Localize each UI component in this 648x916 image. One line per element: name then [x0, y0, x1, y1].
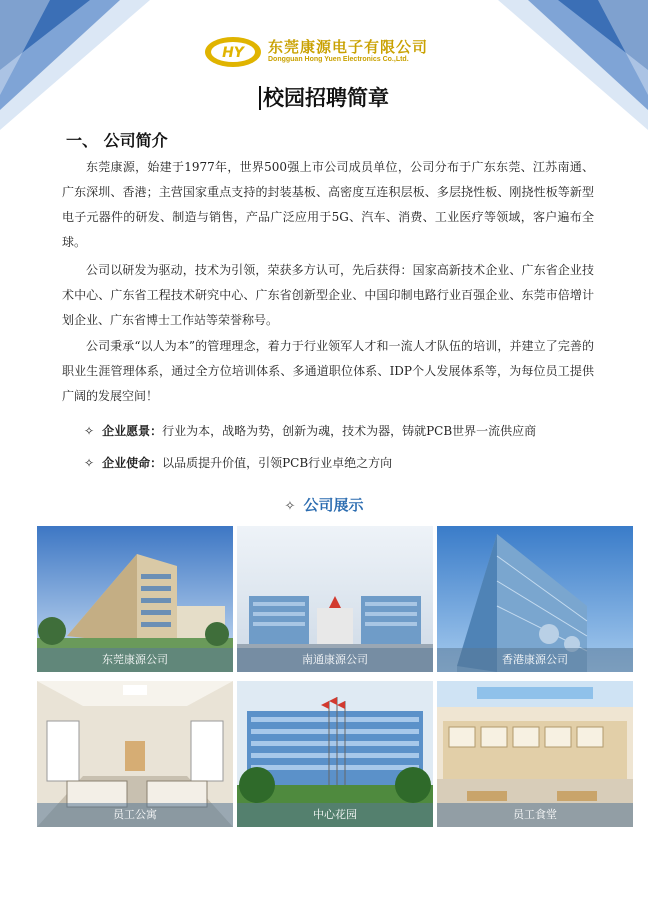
logo-letters: HY: [222, 45, 244, 61]
photo-dongguan-office: [37, 526, 233, 672]
company-name-cn: 东莞康源电子有限公司: [268, 38, 429, 56]
photo-caption: 南通康源公司: [237, 648, 433, 672]
section-heading-company-intro: 一、 公司简介: [66, 131, 168, 150]
page-title: [0, 82, 648, 112]
page-title-text: 校园招聘简章: [259, 86, 389, 110]
photo-caption: 员工食堂: [437, 803, 633, 827]
intro-paragraph-2: 公司以研发为驱动，技术为引领，荣获多方认可，先后获得：国家高新技术企业、广东省企业技术中心、广东省工程技术研究中心、广东省创新型企业、中国印制电路行业百强企业、东莞市倍增计划企业、广东省博士工作站等荣誉称号。: [62, 263, 594, 327]
showcase-heading: [0, 494, 648, 515]
photo-caption: 中心花园: [237, 803, 433, 827]
photo-staff-dormitory: [37, 681, 233, 827]
vision-text: 行业为本，战略为势，创新为魂，技术为器，铸就PCB世界一流供应商: [162, 424, 537, 438]
photo-caption: 员工公寓: [37, 803, 233, 827]
diamond-bullet-icon: ✧: [284, 499, 296, 514]
mission-text: 以品质提升价值，引领PCB行业卓绝之方向: [162, 456, 393, 470]
company-logo: [204, 36, 428, 68]
logo-mark-icon: [204, 36, 262, 68]
showcase-heading-text: 公司展示: [303, 496, 364, 514]
photo-staff-canteen: [437, 681, 633, 827]
mission-bullet: [84, 454, 392, 471]
company-name-en: Dongguan Hong Yuen Electronics Co.,Ltd.: [268, 56, 409, 63]
intro-paragraph-3: 公司秉承“以人为本”的管理理念，着力于行业领军人才和一流人才队伍的培训，并建立了完善的职业生涯管理体系，通过全方位培训体系、多通道职位体系、IDP个人发展体系等，为每位员工提供广阔的发展空间！: [62, 339, 594, 403]
diamond-bullet-icon: ✧: [84, 423, 95, 438]
photo-hongkong-office: [437, 526, 633, 672]
photo-caption: 东莞康源公司: [37, 648, 233, 672]
photo-caption: 香港康源公司: [437, 648, 633, 672]
diamond-bullet-icon: ✧: [84, 455, 95, 470]
vision-label: 企业愿景：: [102, 424, 163, 438]
photo-gallery: [37, 526, 633, 828]
mission-label: 企业使命：: [102, 456, 163, 470]
vision-bullet: [84, 422, 536, 439]
photo-nantong-office: [237, 526, 433, 672]
photo-central-garden: [237, 681, 433, 827]
intro-paragraph-1: 东莞康源，始建于1977年，世界500强上市公司成员单位，公司分布于广东东莞、江苏南通、广东深圳、香港；主营国家重点支持的封装基板、高密度互连积层板、多层挠性板、刚挠性板等新型电子元器件的研发、制造与销售，产品广泛应用于5G、汽车、消费、工业医疗等领域，客户遍布全球。: [62, 160, 594, 249]
